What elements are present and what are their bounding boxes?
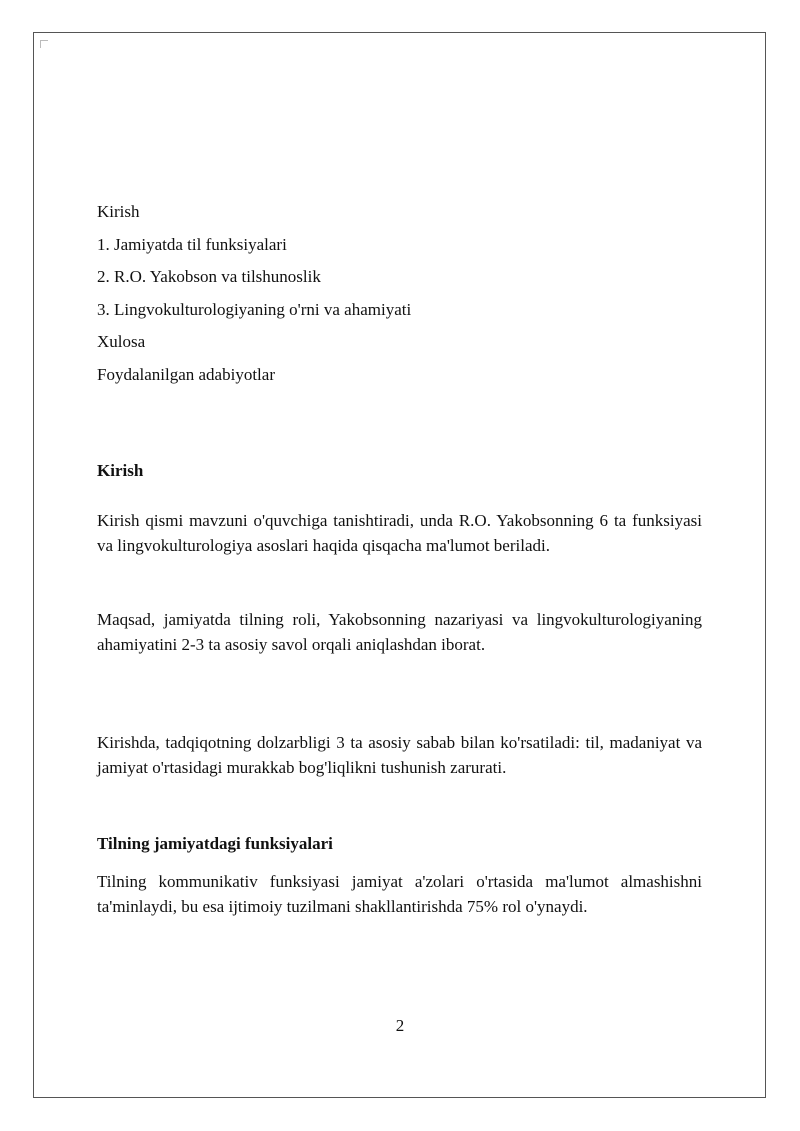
section-heading-functions: Tilning jamiyatdagi funksiyalari <box>97 834 333 853</box>
intro-paragraph-3: Kirishda, tadqiqotning dolzarbligi 3 ta asosiy sabab bilan ko'rsatiladi: til, madaniyat va jamiyat o'rtasidagi murakkab bog'liqlikni tushunish zarurati. <box>97 733 702 777</box>
toc-item-yakobson[interactable]: 2. R.O. Yakobson va tilshunoslik <box>97 267 321 286</box>
page-border <box>33 32 766 1098</box>
page-number: 2 <box>395 1016 405 1035</box>
intro-paragraph-1: Kirish qismi mavzuni o'quvchiga tanishtiradi, unda R.O. Yakobsonning 6 ta funksiyasi va lingvokulturologiya asoslari haqida qisqacha ma'lumot beriladi. <box>97 511 702 555</box>
toc-item-intro[interactable]: Kirish <box>97 202 140 221</box>
intro-paragraph-2: Maqsad, jamiyatda tilning roli, Yakobsonning nazariyasi va lingvokulturologiyaning ahamiyatini 2-3 ta asosiy savol orqali aniqlashdan iborat. <box>97 610 702 654</box>
toc-item-linguoculturology[interactable]: 3. Lingvokulturologiyaning o'rni va ahamiyati <box>97 300 412 319</box>
page-corner-mark <box>40 40 48 48</box>
toc-item-functions[interactable]: 1. Jamiyatda til funksiyalari <box>97 235 287 254</box>
toc-item-conclusion[interactable]: Xulosa <box>97 332 146 351</box>
section-heading-intro: Kirish <box>97 461 144 480</box>
toc-item-references[interactable]: Foydalanilgan adabiyotlar <box>97 365 275 384</box>
functions-paragraph-1: Tilning kommunikativ funksiyasi jamiyat a'zolari o'rtasida ma'lumot almashishni ta'minlaydi, bu esa ijtimoiy tuzilmani shakllantirishda 75% rol o'ynaydi. <box>97 872 702 916</box>
